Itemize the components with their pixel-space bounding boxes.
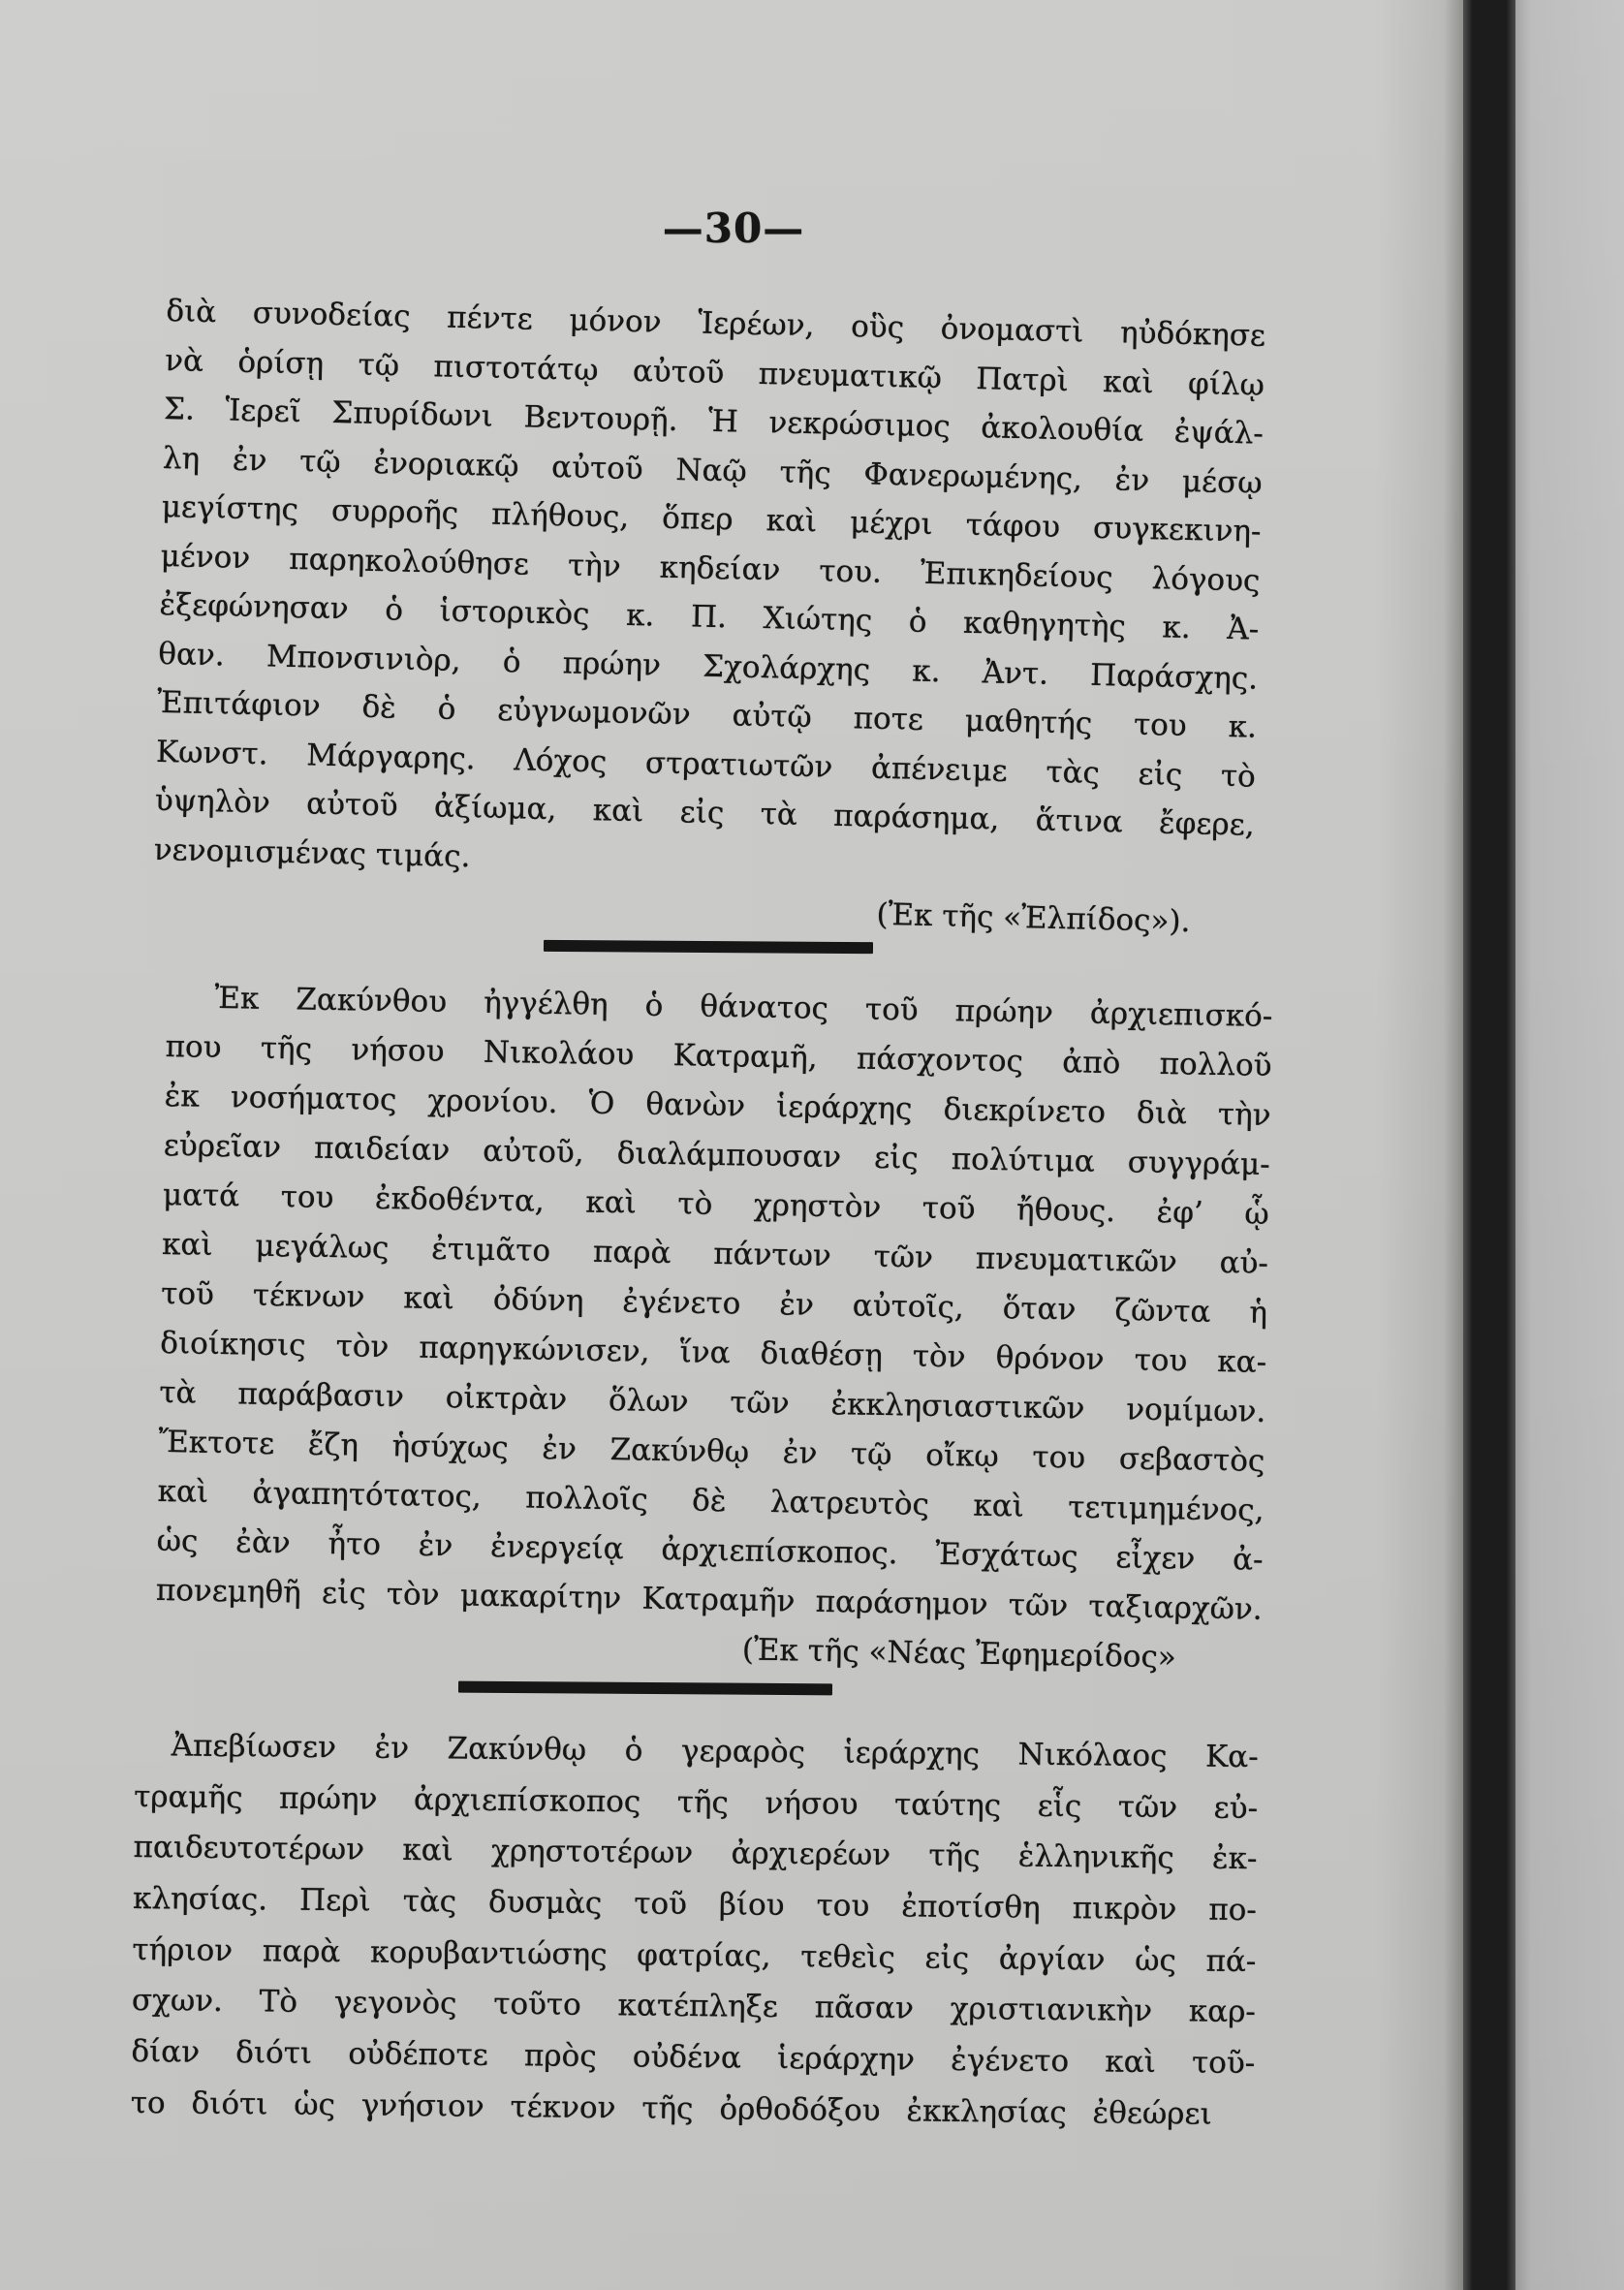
word: καὶ xyxy=(157,1473,209,1510)
word: ἐν xyxy=(542,1430,578,1467)
word: παρὰ xyxy=(262,1933,341,1969)
word: τῷ xyxy=(358,347,400,383)
word: λόγους xyxy=(1151,560,1261,599)
word: Ἐσχάτως xyxy=(935,1536,1078,1575)
word: τῶν xyxy=(1008,1587,1069,1624)
word: τὰς xyxy=(402,1883,457,1920)
word: τὸ xyxy=(677,1186,713,1222)
word: τῶν xyxy=(1117,1789,1178,1825)
word: εἰς xyxy=(1138,756,1183,793)
word: Παράσχης. xyxy=(1089,657,1259,697)
word: Λόχος xyxy=(514,741,608,779)
word: χρηστὸν xyxy=(753,1187,882,1225)
word: ἱστορικὸς xyxy=(439,593,590,632)
word: διαθέσῃ xyxy=(760,1335,884,1373)
word: ματά xyxy=(162,1176,240,1214)
word: τοῦ xyxy=(634,1886,688,1923)
word: ἐψάλ- xyxy=(1173,414,1265,452)
word: γεραρὸς xyxy=(680,1733,806,1771)
word: τοῦ- xyxy=(1191,2045,1256,2082)
word: Ἐπικηδείους xyxy=(920,555,1114,595)
word: τετιμημένος, xyxy=(1068,1490,1265,1528)
word: διότι xyxy=(191,2086,268,2122)
word: θανὼν xyxy=(645,1086,746,1124)
word: που xyxy=(165,1028,222,1065)
word: παρηγκώνισεν, xyxy=(419,1330,650,1369)
word: αὐτοῦ xyxy=(550,449,644,486)
word: παρηκολούθησε xyxy=(288,541,530,582)
word: Φανερωμένης, xyxy=(863,455,1083,496)
word: του xyxy=(1133,706,1188,743)
word: τῆς xyxy=(779,454,832,491)
word: αὐτῷ xyxy=(732,698,813,736)
word: Π. xyxy=(690,599,728,636)
word: εἰς xyxy=(679,795,725,831)
word: κηδείαν xyxy=(659,549,781,587)
word: μέχρι xyxy=(849,505,934,542)
word: Κα- xyxy=(1204,1739,1259,1775)
word: νήσου xyxy=(765,1785,859,1822)
word: ἐκκλησιαστικῶν xyxy=(830,1387,1085,1427)
word: τραμῆς xyxy=(133,1778,243,1815)
word: καὶ xyxy=(973,1488,1025,1524)
binding-edge-shadow xyxy=(1463,0,1515,2290)
word: μόνον xyxy=(569,302,663,340)
word: Ζακύνθῳ xyxy=(609,1432,750,1470)
word: λη xyxy=(162,440,201,477)
word: ἀργίαν xyxy=(998,1941,1106,1978)
word: πέντε xyxy=(446,299,534,337)
source-attribution: (Ἐκ τῆς «Νέας Ἐφημερίδος» xyxy=(741,1632,1177,1676)
word: ταύτης xyxy=(893,1786,1002,1824)
word: δὲ xyxy=(691,1483,727,1520)
word: νήσου xyxy=(351,1032,445,1070)
word: τὴν xyxy=(567,547,622,584)
page-number: —30— xyxy=(662,204,805,252)
word: καὶ xyxy=(592,793,644,830)
word: τῶν xyxy=(730,1385,791,1422)
word: τήριον xyxy=(132,1931,234,1968)
word: οὓς xyxy=(850,309,905,346)
word: του xyxy=(1032,1439,1086,1476)
word: συνοδείας xyxy=(252,296,411,334)
word: οἰκτρὰν xyxy=(445,1380,568,1418)
word: ὁ xyxy=(437,691,456,727)
word: τοῦτο xyxy=(493,1987,581,2023)
word: ὀνομαστὶ xyxy=(940,311,1084,350)
word: Νικόλαος xyxy=(1017,1737,1168,1774)
word: Κατραμῆν xyxy=(641,1581,796,1619)
word: ἐγένετο xyxy=(951,2042,1070,2080)
word: αὐτοῖς, xyxy=(852,1288,965,1326)
word: αὐτοῦ xyxy=(305,786,399,824)
word: θάνατος xyxy=(700,988,829,1026)
word: ὁ xyxy=(384,592,404,628)
word: Τὸ xyxy=(259,1984,298,2021)
word: ὁ xyxy=(502,643,521,679)
text-line xyxy=(131,2078,1255,2141)
word: ἵνα xyxy=(679,1334,731,1371)
word: ᾧ xyxy=(1244,1196,1270,1232)
word: τῶν xyxy=(873,1239,934,1275)
word: δυσμὰς xyxy=(487,1884,603,1922)
word: τὰ xyxy=(760,797,798,832)
word: κα- xyxy=(1217,1343,1267,1380)
word: ἔζη xyxy=(307,1427,359,1463)
word: εἷς xyxy=(1037,1788,1082,1824)
word: τέκνων xyxy=(252,1277,365,1315)
word: Ζακύνθῳ xyxy=(447,1731,587,1768)
word: τῆς xyxy=(641,2090,694,2126)
word: γνήσιον xyxy=(360,2087,484,2124)
word: πρώην xyxy=(954,993,1054,1030)
word: ὁ xyxy=(624,1733,643,1769)
word: ἐτιμᾶτο xyxy=(430,1231,551,1269)
word: ἱεράρχης xyxy=(775,1089,913,1127)
word: τεθεὶς xyxy=(800,1938,895,1975)
word: τοῦ xyxy=(864,991,919,1028)
text-line: νενομισμένας τιμάς. xyxy=(153,831,471,874)
word: τὴν xyxy=(1217,1096,1271,1133)
article-2 xyxy=(155,973,1273,1684)
word: εἰς xyxy=(924,1940,970,1976)
article-1 xyxy=(152,287,1266,948)
word: σχων. xyxy=(131,1983,224,2020)
word: ὅλων xyxy=(608,1383,689,1420)
word: καὶ xyxy=(1102,363,1155,400)
word: ἐξεφώνησαν xyxy=(159,586,350,627)
word: πολλοῖς xyxy=(524,1480,649,1518)
article-3 xyxy=(131,1720,1259,2141)
word: βίου xyxy=(718,1887,785,1924)
word: ἐκδοθέντα, xyxy=(374,1180,546,1219)
word: πλήθους, xyxy=(490,496,630,535)
word: δὲ xyxy=(361,689,397,726)
word: χριστιανικὴν xyxy=(950,1992,1153,2029)
word: Μπονσινιὸρ, xyxy=(265,638,461,678)
word: ὡς xyxy=(156,1522,199,1559)
word: ταξιαρχῶν. xyxy=(1088,1588,1263,1627)
word: παράσημα, xyxy=(832,798,1000,837)
word: ὁ xyxy=(644,988,664,1023)
word: Χιώτης xyxy=(763,601,873,639)
word: ἐὰν xyxy=(234,1524,292,1561)
word: Νικολάου xyxy=(483,1034,635,1073)
word: μακαρίτην xyxy=(459,1578,622,1616)
word: ἀπένειμε xyxy=(870,750,1009,789)
word: νεκρώσιμος xyxy=(768,405,952,445)
word: εὐρεῖαν xyxy=(163,1127,282,1166)
word: μένον xyxy=(160,538,251,576)
word: τῆς xyxy=(260,1030,313,1067)
word: εἶχεν xyxy=(1115,1540,1196,1577)
word: κατέπληξε xyxy=(617,1988,779,2025)
word: τὰ xyxy=(159,1374,197,1411)
word: ἀρχιεπίσκοπος. xyxy=(661,1532,898,1572)
word: συγκεκινη- xyxy=(1092,510,1262,549)
word: νὰ xyxy=(164,342,204,379)
word: ἐκ- xyxy=(1211,1841,1258,1877)
word: διότι xyxy=(235,2035,313,2072)
word: ὡς xyxy=(294,2086,336,2123)
word: κ. xyxy=(1162,610,1192,646)
section-divider xyxy=(544,940,873,954)
word: πολύτιμα xyxy=(951,1142,1096,1179)
word: Ἀντ. xyxy=(982,654,1049,692)
word: διεκρίνετο xyxy=(943,1092,1107,1130)
word: τὰς xyxy=(1046,754,1101,791)
word: του. xyxy=(819,552,883,590)
word: τῆς xyxy=(928,1837,981,1874)
word: πρώην xyxy=(278,1780,378,1817)
word: καθηγητὴς xyxy=(962,605,1127,644)
word: ὅπερ xyxy=(661,500,734,538)
word: πο- xyxy=(1208,1892,1258,1929)
word: του xyxy=(816,1888,870,1925)
word: διὰ xyxy=(166,293,217,330)
word: καὶ xyxy=(403,1280,455,1317)
word: καὶ xyxy=(585,1184,638,1221)
word: φατρίας, xyxy=(637,1937,771,1974)
word: χρηστοτέρων xyxy=(490,1834,694,1871)
word: ἀγαπητότατος, xyxy=(252,1475,483,1515)
word: πονεμηθῆ xyxy=(155,1572,302,1611)
word: ὅταν xyxy=(1002,1291,1077,1328)
word: ἐθεώρει xyxy=(1092,2095,1212,2132)
word: κ. xyxy=(1228,708,1258,745)
word: τὸν xyxy=(335,1329,390,1365)
word: παιδευτοτέρων xyxy=(133,1830,365,1867)
word: ἑλληνικῆς xyxy=(1017,1838,1174,1876)
word: καὶ xyxy=(161,1226,213,1263)
word: ἡ xyxy=(1249,1295,1268,1331)
word: Ναῷ xyxy=(675,452,748,489)
word: Ἐπιτάφιον xyxy=(156,684,322,724)
word: παρὰ xyxy=(592,1234,671,1271)
word: ἐν xyxy=(782,1435,818,1471)
word: οὐδέποτε xyxy=(348,2036,488,2073)
word: νοσήματος xyxy=(230,1080,397,1118)
word: Ἀ- xyxy=(1226,611,1260,647)
word: διοίκησις xyxy=(160,1325,306,1364)
word: το xyxy=(130,2085,166,2121)
word: πά- xyxy=(1205,1943,1257,1979)
word: ἐνοριακῷ xyxy=(373,445,519,484)
word: ἠγγέλθη xyxy=(483,985,609,1022)
word: κλησίας. xyxy=(132,1881,268,1918)
word: αὐ- xyxy=(1219,1245,1269,1281)
word: καὶ xyxy=(402,1833,453,1868)
word: μέσῳ xyxy=(1181,463,1264,501)
word: Περὶ xyxy=(298,1882,371,1919)
word: του xyxy=(280,1179,334,1216)
word: τοῦ xyxy=(160,1275,215,1312)
word: μεγάλως xyxy=(255,1228,390,1267)
word: ἀ- xyxy=(1232,1542,1264,1578)
word: οὐδένα xyxy=(632,2039,742,2076)
word: πᾶσαν xyxy=(814,1990,915,2026)
word: λατρευτὸς xyxy=(769,1484,930,1522)
word: τάφου xyxy=(965,507,1061,545)
word: ἐνεργείᾳ xyxy=(489,1528,624,1567)
word: στρατιωτῶν xyxy=(644,744,833,785)
word: οἴκῳ xyxy=(924,1437,1000,1475)
word: καρ- xyxy=(1188,1993,1257,2030)
word: πικρὸν xyxy=(1072,1891,1177,1928)
word: τῷ xyxy=(298,443,342,480)
word: εἰς xyxy=(321,1575,366,1612)
word: ἱεράρχην xyxy=(776,2041,916,2078)
word: φίλῳ xyxy=(1187,365,1265,403)
word: εὐγνωμονῶν xyxy=(496,692,692,733)
word: νομίμων. xyxy=(1125,1392,1266,1429)
word: ἦτο xyxy=(328,1525,382,1562)
word: πνευματικῷ xyxy=(758,356,943,395)
word: ἅτινα xyxy=(1035,802,1124,840)
word: Κωνστ. xyxy=(155,734,268,771)
word: πνευματικῶν xyxy=(975,1240,1178,1280)
word: Ἐκ xyxy=(214,980,260,1017)
word: Ἱερεῖ xyxy=(225,392,302,430)
word: διὰ xyxy=(1136,1095,1188,1132)
word: ἀρχιεπίσκοπος xyxy=(413,1781,641,1820)
word: πολλοῦ xyxy=(1159,1046,1272,1083)
word: διαλάμπουσαν xyxy=(616,1136,842,1176)
word: τοῦ xyxy=(921,1190,976,1227)
word: θαν. xyxy=(158,636,226,673)
word: ζῶντα xyxy=(1114,1293,1211,1330)
word: ὁ xyxy=(908,604,927,640)
word: Ζακύνθου xyxy=(296,982,448,1020)
word: ηὐδόκησε xyxy=(1119,315,1266,354)
word: ποτε xyxy=(853,701,924,737)
word: ὑψηλὸν xyxy=(154,782,271,821)
word: αὐτοῦ, xyxy=(483,1133,584,1171)
word: πάντων xyxy=(713,1236,832,1274)
word: τῆς xyxy=(676,1784,730,1821)
word: παράβασιν xyxy=(237,1376,405,1415)
word: ἐκκλησίας xyxy=(906,2093,1067,2130)
word: καὶ xyxy=(1105,2044,1157,2081)
word: πιστοτάτῳ xyxy=(433,348,599,388)
word: ἀπὸ xyxy=(1061,1045,1121,1082)
word: πάσχοντος xyxy=(856,1041,1024,1080)
word: σεβαστὸς xyxy=(1118,1441,1265,1479)
word: εὐ- xyxy=(1213,1790,1259,1826)
word: Μάργαρης. xyxy=(305,737,477,776)
word: μεγίστης xyxy=(161,488,299,528)
word: Σχολάρχης xyxy=(702,648,871,688)
word: συρροῆς xyxy=(330,492,459,531)
word: Ἀπεβίωσεν xyxy=(171,1728,337,1766)
word: κ. xyxy=(911,653,941,689)
section-divider xyxy=(458,1681,832,1696)
word: ἱεράρχης xyxy=(843,1735,981,1772)
word: τὸ xyxy=(1220,758,1257,795)
word: τῷ xyxy=(850,1436,892,1473)
word: αὐτοῦ xyxy=(632,353,725,391)
word: τὸν xyxy=(386,1577,440,1614)
word: ὀρθοδόξου xyxy=(719,2091,881,2128)
word: Βεντουρῇ. xyxy=(523,399,678,438)
word: Ἔκτοτε xyxy=(158,1424,275,1462)
word: ὁρίσῃ xyxy=(237,344,325,382)
word: τέκνον xyxy=(510,2088,616,2126)
word: ἡσύχως xyxy=(391,1428,509,1466)
word: ἤθους. xyxy=(1015,1192,1116,1230)
word: ἐν xyxy=(779,1287,815,1323)
word: καὶ xyxy=(765,503,818,540)
word: δίαν xyxy=(131,2034,201,2070)
word: Ἱερέων, xyxy=(697,305,815,344)
word: ἐφ’ xyxy=(1156,1194,1204,1231)
word: ἀξίωμα, xyxy=(433,789,557,828)
source-attribution: (Ἐκ τῆς «Ἐλπίδος»). xyxy=(876,896,1191,940)
word: ἐν xyxy=(374,1730,410,1766)
word: κορυβαντιώσης xyxy=(369,1934,608,1972)
word: θρόνον xyxy=(995,1339,1105,1377)
word: εἰς xyxy=(873,1140,920,1176)
word: παιδείαν xyxy=(313,1130,451,1169)
word: Ὁ xyxy=(588,1085,615,1122)
word: χρονίου. xyxy=(427,1082,558,1121)
word: ἐκ xyxy=(164,1078,201,1114)
word: τὸν xyxy=(912,1338,966,1375)
word: παράσημον xyxy=(815,1584,988,1622)
word: ὀδύνη xyxy=(492,1281,584,1319)
word: ἐν xyxy=(1114,461,1150,498)
word: ἐγένετο xyxy=(622,1284,741,1322)
word: ἀρχιερέων xyxy=(731,1835,891,1873)
word: συγγράμ- xyxy=(1127,1145,1270,1182)
word: Κατραμῆ, xyxy=(672,1038,818,1076)
word: ἔφερε, xyxy=(1158,805,1256,843)
word: ἐν xyxy=(418,1527,453,1564)
word: μαθητής xyxy=(964,703,1093,741)
word: Ἡ xyxy=(707,403,739,440)
word: ἀρχιεπισκό- xyxy=(1089,995,1273,1034)
word: Σ. xyxy=(163,391,196,427)
word: πρὸς xyxy=(523,2038,597,2075)
word: του xyxy=(1134,1342,1188,1379)
word: Πατρὶ xyxy=(975,361,1070,398)
word: πρώην xyxy=(562,644,662,683)
word: ἀκολουθία xyxy=(980,410,1144,449)
word: γεγονὸς xyxy=(333,1985,457,2022)
word: ὡς xyxy=(1134,1942,1177,1979)
word: ἐν xyxy=(232,442,267,478)
word: ἐποτίσθη xyxy=(901,1889,1041,1926)
word: κ. xyxy=(625,597,655,634)
word: Σπυρίδωνι xyxy=(331,394,494,434)
